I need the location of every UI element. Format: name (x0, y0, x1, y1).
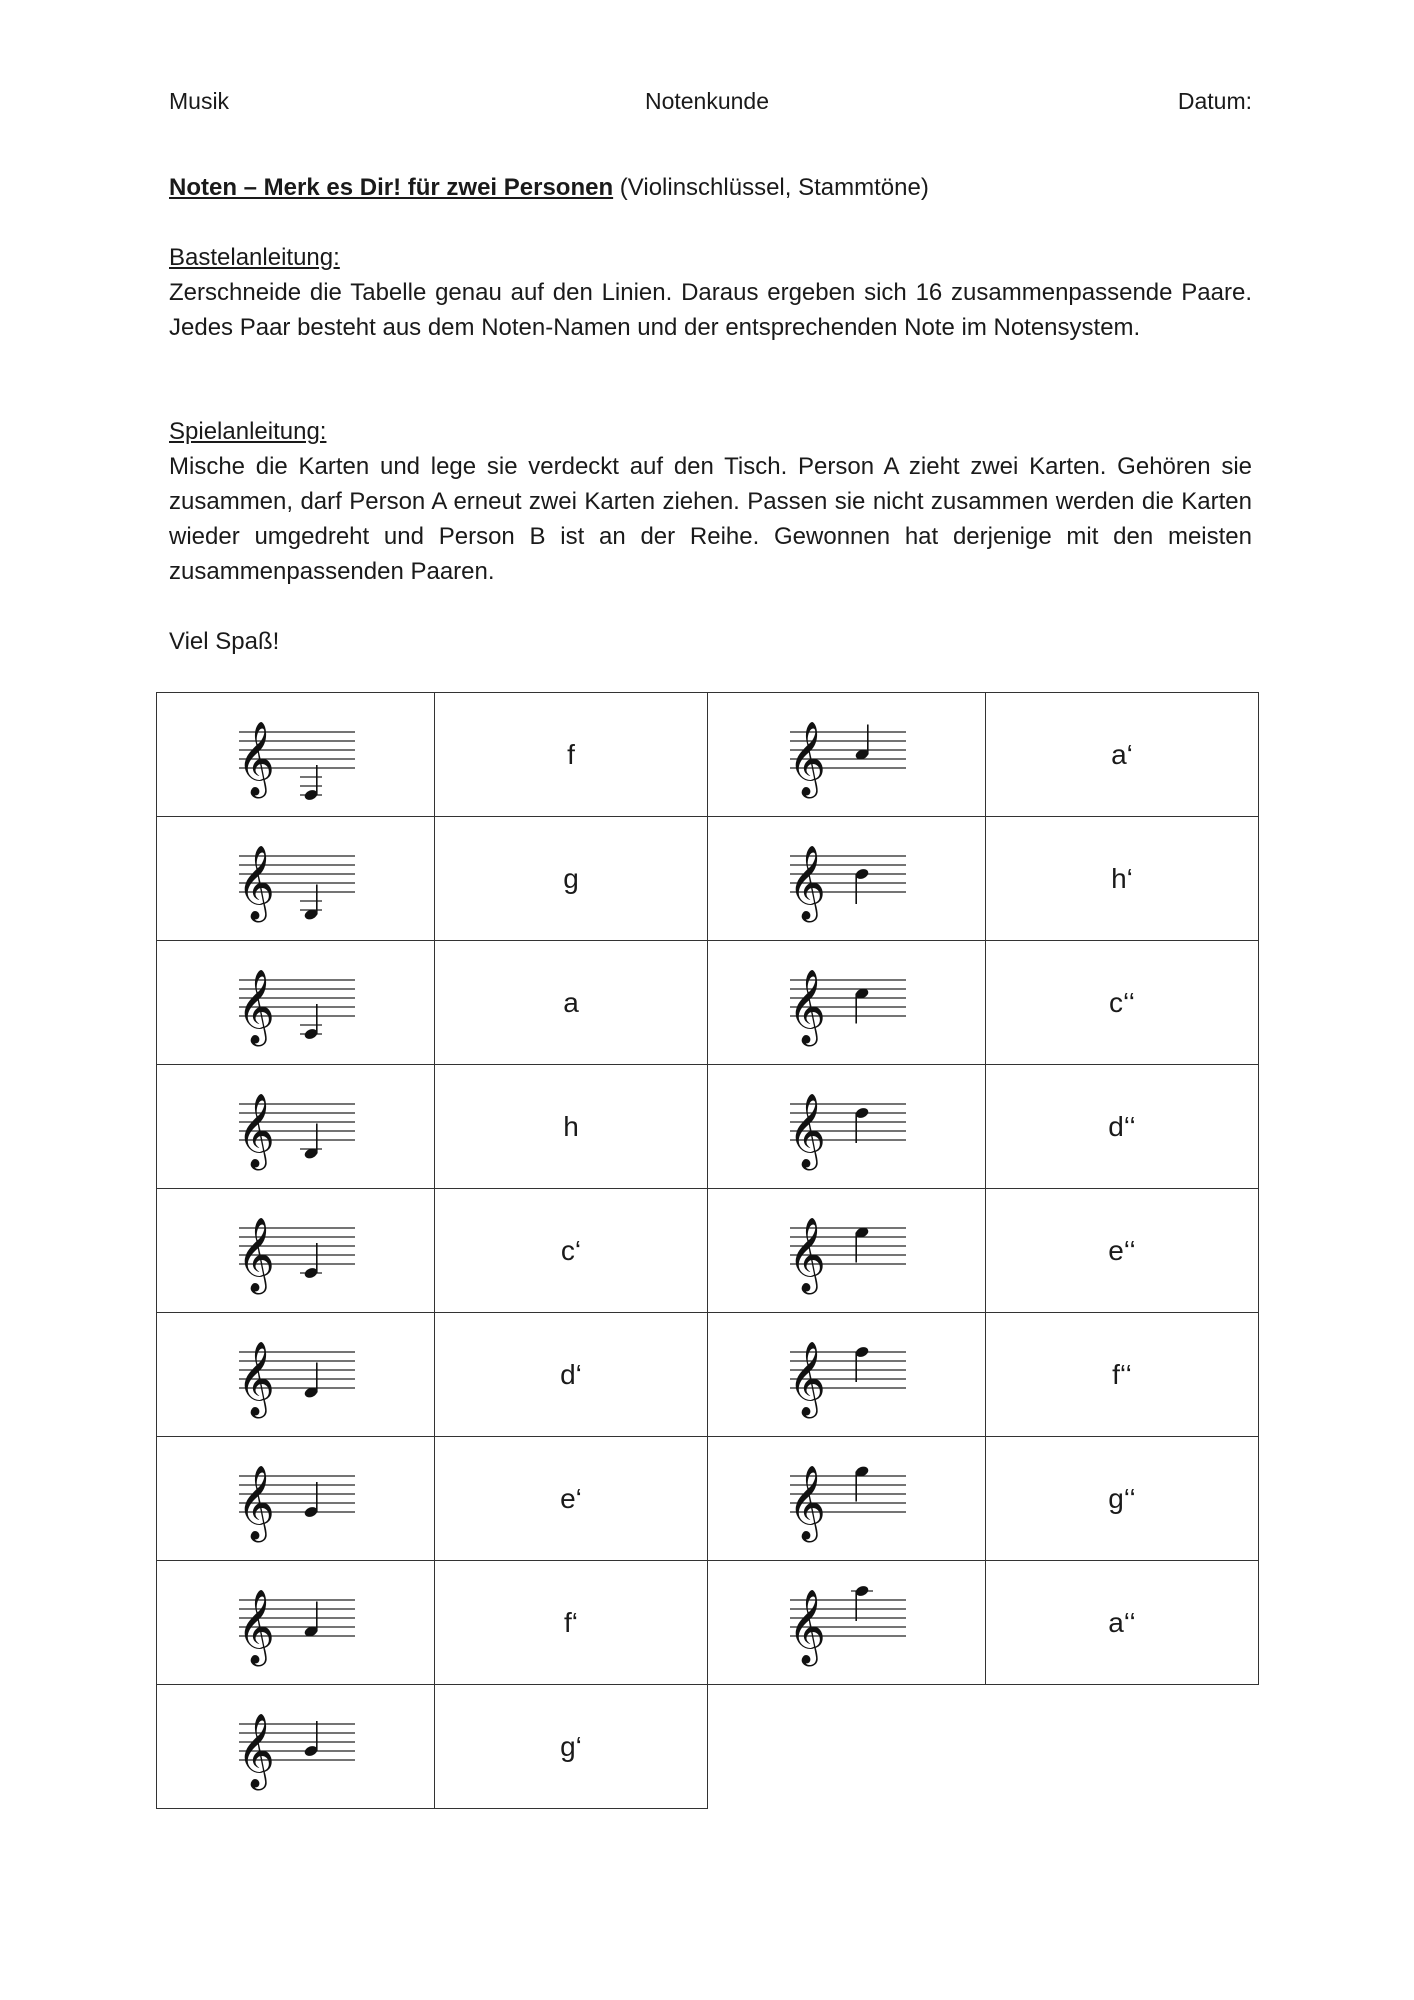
stave-graphic (231, 1692, 361, 1802)
card-note-name-left-1: g (435, 817, 708, 941)
stave-graphic (231, 1196, 361, 1306)
play-instructions (169, 414, 1252, 589)
treble-clef-icon: 𝄞 (787, 721, 826, 796)
stave-graphic (782, 948, 912, 1058)
build-instructions (169, 240, 1252, 345)
empty-cell (708, 1685, 986, 1809)
card-stave-left-0 (157, 693, 435, 817)
card-stave-right-3 (708, 1065, 986, 1189)
title-main: Noten – Merk es Dir! für zwei Personen (169, 174, 614, 201)
table-row (157, 817, 1259, 941)
stave-graphic (782, 824, 912, 934)
card-note-name-right-0: a‘ (986, 693, 1259, 817)
table-row (157, 941, 1259, 1065)
card-note-name-left-5: d‘ (435, 1313, 708, 1437)
card-stave-left-8 (157, 1685, 435, 1809)
treble-clef-icon: 𝄞 (236, 1217, 275, 1292)
stave-graphic (231, 948, 361, 1058)
card-stave-left-4 (157, 1189, 435, 1313)
treble-clef-icon: 𝄞 (787, 1465, 826, 1540)
card-note-name-left-2: a (435, 941, 708, 1065)
stave-graphic (231, 1568, 361, 1678)
table-row (157, 693, 1259, 817)
header-date-label: Datum: (1177, 88, 1252, 114)
card-stave-right-0 (708, 693, 986, 817)
table-row (157, 1313, 1259, 1437)
card-note-name-left-6: e‘ (435, 1437, 708, 1561)
treble-clef-icon: 𝄞 (236, 1465, 275, 1540)
table-row (157, 1189, 1259, 1313)
treble-clef-icon: 𝄞 (787, 1341, 826, 1416)
table-row (157, 1685, 1259, 1809)
card-stave-right-2 (708, 941, 986, 1065)
card-stave-right-7 (708, 1561, 986, 1685)
card-note-name-left-7: f‘ (435, 1561, 708, 1685)
stave-graphic (782, 1196, 912, 1306)
treble-clef-icon: 𝄞 (236, 1589, 275, 1664)
title-subtitle: (Violinschlüssel, Stammtöne) (619, 174, 929, 201)
card-note-name-right-2: c‘‘ (986, 941, 1259, 1065)
card-note-name-right-3: d‘‘ (986, 1065, 1259, 1189)
card-stave-left-2 (157, 941, 435, 1065)
card-stave-right-1 (708, 817, 986, 941)
table-row (157, 1065, 1259, 1189)
stave-graphic (782, 1568, 912, 1678)
stave-graphic (782, 700, 912, 810)
treble-clef-icon: 𝄞 (236, 969, 275, 1044)
table-row (157, 1561, 1259, 1685)
card-note-name-right-1: h‘ (986, 817, 1259, 941)
page-title (169, 170, 1252, 205)
stave-graphic (231, 824, 361, 934)
card-stave-left-5 (157, 1313, 435, 1437)
stave-graphic (782, 1072, 912, 1182)
treble-clef-icon: 𝄞 (236, 1713, 275, 1788)
treble-clef-icon: 𝄞 (787, 1093, 826, 1168)
card-note-name-left-3: h (435, 1065, 708, 1189)
card-stave-right-4 (708, 1189, 986, 1313)
build-heading: Bastelanleitung: (169, 244, 340, 271)
treble-clef-icon: 𝄞 (236, 1093, 275, 1168)
build-text: Zerschneide die Tabelle genau auf den Linien. Daraus ergeben sich 16 zusammenpassende Paare. Jedes Paar besteht aus dem Noten-Namen und der entsprechenden Note im Notensystem. (169, 279, 1252, 341)
treble-clef-icon: 𝄞 (236, 1341, 275, 1416)
card-note-name-right-5: f‘‘ (986, 1313, 1259, 1437)
stave-graphic (231, 1072, 361, 1182)
treble-clef-icon: 𝄞 (787, 1589, 826, 1664)
card-note-name-right-7: a‘‘ (986, 1561, 1259, 1685)
card-stave-right-5 (708, 1313, 986, 1437)
header-subject: Musik (169, 88, 230, 114)
card-note-name-right-6: g‘‘ (986, 1437, 1259, 1561)
header-topic: Notenkunde (644, 88, 770, 114)
card-note-name-right-4: e‘‘ (986, 1189, 1259, 1313)
play-text: Mische die Karten und lege sie verdeckt auf den Tisch. Person A zieht zwei Karten. Gehören sie zusammen, darf Person A erneut zwei Karten ziehen. Passen sie nicht zusammen werden die Karten wieder umgedreht und Person B ist an der Reihe. Gewonnen hat derjenige mit den meisten zusammenpassenden Paaren. (169, 453, 1252, 585)
stave-graphic (782, 1444, 912, 1554)
card-stave-left-6 (157, 1437, 435, 1561)
card-note-name-left-0: f (435, 693, 708, 817)
card-stave-right-6 (708, 1437, 986, 1561)
table-row (157, 1437, 1259, 1561)
empty-cell (986, 1685, 1259, 1809)
closing-text: Viel Spaß! (169, 628, 280, 655)
treble-clef-icon: 𝄞 (787, 1217, 826, 1292)
card-stave-left-7 (157, 1561, 435, 1685)
card-stave-left-3 (157, 1065, 435, 1189)
card-table (156, 692, 1259, 1809)
treble-clef-icon: 𝄞 (236, 721, 275, 796)
stave-graphic (231, 1444, 361, 1554)
stave-graphic (231, 1320, 361, 1430)
play-heading: Spielanleitung: (169, 418, 327, 445)
stave-graphic (231, 700, 361, 810)
card-note-name-left-4: c‘ (435, 1189, 708, 1313)
stave-graphic (782, 1320, 912, 1430)
card-note-name-left-8: g‘ (435, 1685, 708, 1809)
treble-clef-icon: 𝄞 (236, 845, 275, 920)
treble-clef-icon: 𝄞 (787, 969, 826, 1044)
card-stave-left-1 (157, 817, 435, 941)
treble-clef-icon: 𝄞 (787, 845, 826, 920)
